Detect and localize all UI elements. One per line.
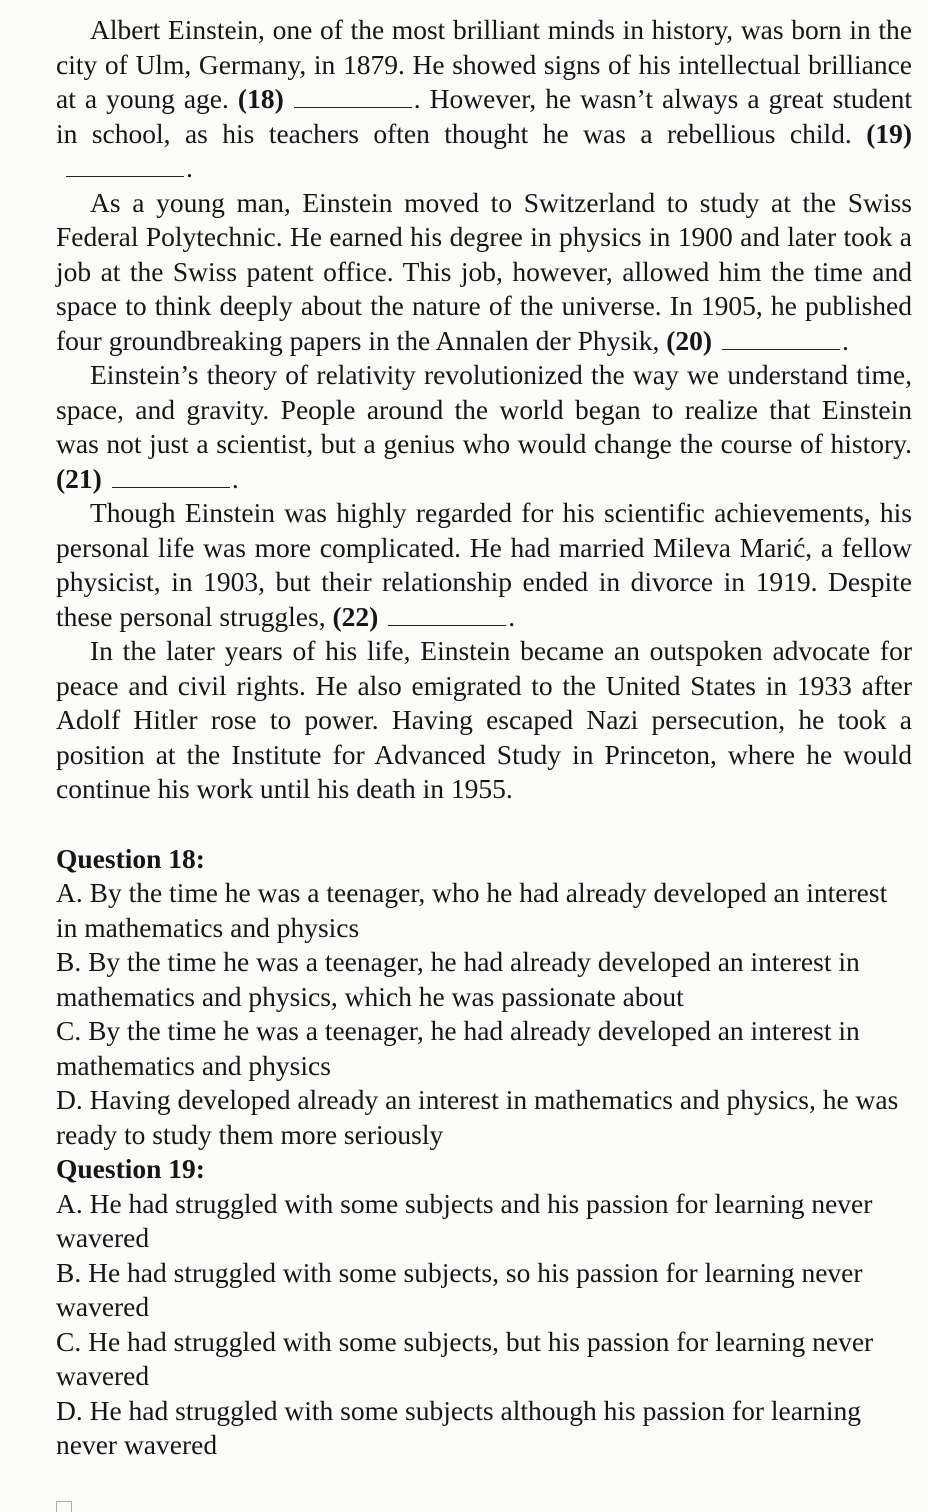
blank-number-18: (18) — [237, 83, 284, 114]
checkbox-icon[interactable] — [56, 1501, 72, 1512]
question-18-title: Question 18: — [56, 842, 205, 874]
question-18-option-c[interactable]: C. By the time he was a teenager, he had already developed an interest in mathematics and physics — [56, 1015, 860, 1081]
paragraph-end: . — [508, 600, 516, 632]
blank-number-21: (21) — [56, 462, 102, 494]
answer-blank-21[interactable] — [112, 467, 230, 488]
question-19-option-c[interactable]: C. He had struggled with some subjects, but his passion for learning never wavered — [56, 1325, 874, 1391]
question-list — [56, 842, 912, 1463]
paragraph-text: As a young man, Einstein moved to Switzerland to study at the Swiss Federal Polytechnic. He earned his degree in physics in 1900 and later took a job at the Swiss patent office. This job, however, allowed him the time and space to think deeply about the nature of the universe. In 1905, he published four groundbreaking papers in the Annalen der Physik, — [56, 186, 912, 356]
paragraph-text: Though Einstein was highly regarded for his scientific achievements, his personal life was more complicated. He had married Mileva Marić, a fellow physicist, in 1903, but their relationship ended in divorce in 1919. Despite these personal struggles, — [56, 497, 912, 632]
question-19-option-a[interactable]: A. He had struggled with some subjects and his passion for learning never wavered — [56, 1187, 873, 1253]
paragraph-end: . — [842, 324, 849, 356]
answer-blank-20[interactable] — [722, 329, 840, 350]
paragraph-text: Einstein’s theory of relativity revolutionized the way we understand time, space, and gravity. People around the world began to realize that Einstein was not just a scientist, but a genius who would change the course of history. — [56, 359, 912, 459]
blank-number-20: (20) — [666, 324, 713, 356]
passage-paragraph-5: In the later years of his life, Einstein became an outspoken advocate for peace and civil rights. He also emigrated to the United States in 1933 after Adolf Hitler rose to power. Having escaped Nazi persecution, he took a position at the Institute for Advanced Study in Princeton, where he would continue his work until his death in 1955. — [56, 635, 912, 804]
question-19-option-d[interactable]: D. He had struggled with some subjects although his passion for learning never wavered — [56, 1394, 862, 1460]
passage-paragraph-3 — [56, 358, 912, 496]
passage-paragraph-4 — [56, 496, 912, 634]
exam-page — [56, 13, 912, 1463]
answer-blank-19[interactable] — [66, 156, 184, 177]
question-18-option-d[interactable]: D. Having developed already an interest in mathematics and physics, he was ready to study them more seriously — [56, 1084, 899, 1150]
passage-paragraph-2 — [56, 186, 912, 359]
blank-number-19: (19) — [866, 117, 913, 149]
paragraph-end: . — [186, 152, 193, 183]
passage-paragraph-1 — [56, 13, 912, 186]
paragraph-text: Albert Einstein, one of the most brilliant minds in history, was born in the city of Ulm, Germany, in 1879. He showed signs of his intellectual brilliance at a young age. — [56, 14, 912, 114]
blank-number-22: (22) — [332, 600, 379, 632]
question-19-title: Question 19: — [56, 1153, 205, 1184]
question-18-option-b[interactable]: B. By the time he was a teenager, he had already developed an interest in mathematics and physics, which he was passionate about — [56, 946, 860, 1012]
question-19-option-b[interactable]: B. He had struggled with some subjects, so his passion for learning never wavered — [56, 1256, 863, 1322]
answer-blank-18[interactable] — [294, 87, 412, 108]
paragraph-end: . — [231, 462, 239, 494]
paragraph-text: . However, he wasn’t always a great student in school, as his teachers often thought he was a rebellious child. — [56, 83, 913, 149]
question-18-option-a[interactable]: A. By the time he was a teenager, who he had already developed an interest in mathematics and physics — [56, 877, 888, 943]
answer-blank-22[interactable] — [388, 605, 506, 626]
